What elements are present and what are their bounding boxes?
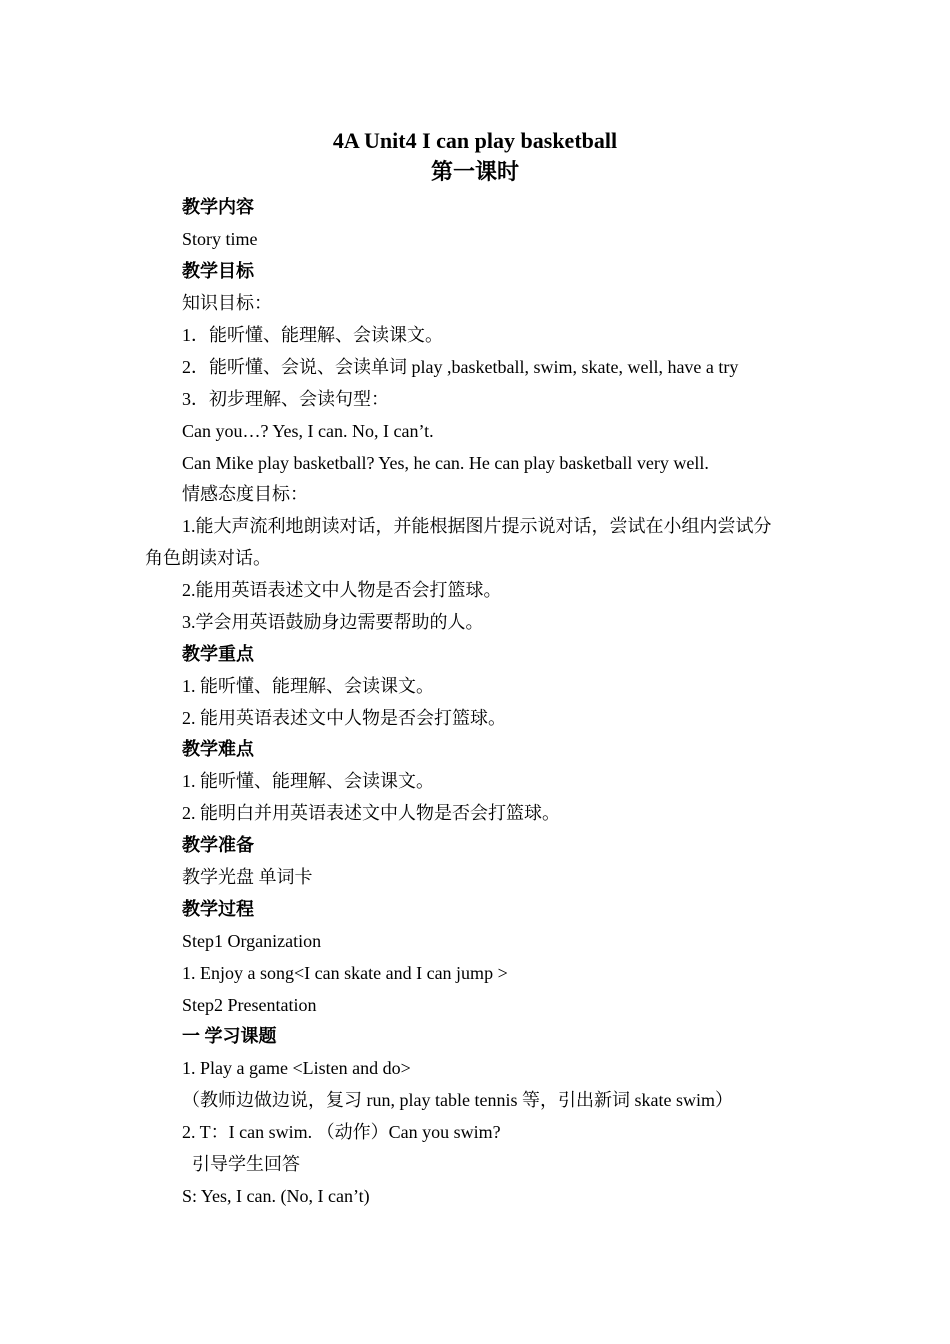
- section-heading-topic: 一 学习课题: [182, 1026, 277, 1046]
- section-heading-process: 教学过程: [182, 899, 254, 919]
- text-line: 2．能听懂、会说、会读单词 play ,basketball, swim, skate, well, have a try: [182, 357, 739, 377]
- text-line: 3.学会用英语鼓励身边需要帮助的人。: [182, 612, 484, 632]
- text-line: 情感态度目标：: [182, 484, 308, 504]
- text-line: 1. 能听懂、能理解、会读课文。: [182, 676, 434, 696]
- text-line: Story time: [182, 229, 258, 249]
- section-heading-teaching-goals: 教学目标: [182, 261, 254, 281]
- text-line: 1．能听懂、能理解、会读课文。: [182, 325, 443, 345]
- text-line: 教学光盘 单词卡: [182, 867, 313, 887]
- text-line: （教师边做边说，复习 run, play table tennis 等，引出新词 skate swim）: [182, 1090, 733, 1110]
- text-line: Can you…? Yes, I can. No, I can’t.: [182, 421, 434, 441]
- text-line: 1. Play a game <Listen and do>: [182, 1058, 411, 1078]
- text-line: 1. Enjoy a song<I can skate and I can jump >: [182, 963, 508, 983]
- section-heading-teaching-content: 教学内容: [182, 197, 254, 217]
- text-line: 1. 能听懂、能理解、会读课文。: [182, 771, 434, 791]
- text-line: Step1 Organization: [182, 931, 322, 951]
- text-line: 2. 能用英语表述文中人物是否会打篮球。: [182, 708, 506, 728]
- text-line: Can Mike play basketball? Yes, he can. He can play basketball very well.: [182, 453, 709, 473]
- document-title: 4A Unit4 I can play basketball: [332, 128, 618, 153]
- text-line: 1.能大声流利地朗读对话，并能根据图片提示说对话，尝试在小组内尝试分: [182, 516, 772, 536]
- text-line: 2. T：I can swim. （动作）Can you swim?: [182, 1122, 501, 1142]
- text-line: 2.能用英语表述文中人物是否会打篮球。: [182, 580, 502, 600]
- section-heading-preparation: 教学准备: [182, 835, 254, 855]
- text-line: Step2 Presentation: [182, 995, 317, 1015]
- text-line: 3．初步理解、会读句型：: [182, 389, 389, 409]
- lesson-subtitle: 第一课时: [430, 159, 519, 184]
- section-heading-key-points: 教学重点: [182, 644, 254, 664]
- text-line: 角色朗读对话。: [145, 548, 271, 568]
- text-line: S: Yes, I can. (No, I can’t): [182, 1186, 370, 1206]
- text-line: 知识目标：: [182, 293, 272, 313]
- text-line: 引导学生回答: [192, 1154, 300, 1174]
- section-heading-difficulties: 教学难点: [182, 739, 254, 759]
- text-line: 2. 能明白并用英语表述文中人物是否会打篮球。: [182, 803, 560, 823]
